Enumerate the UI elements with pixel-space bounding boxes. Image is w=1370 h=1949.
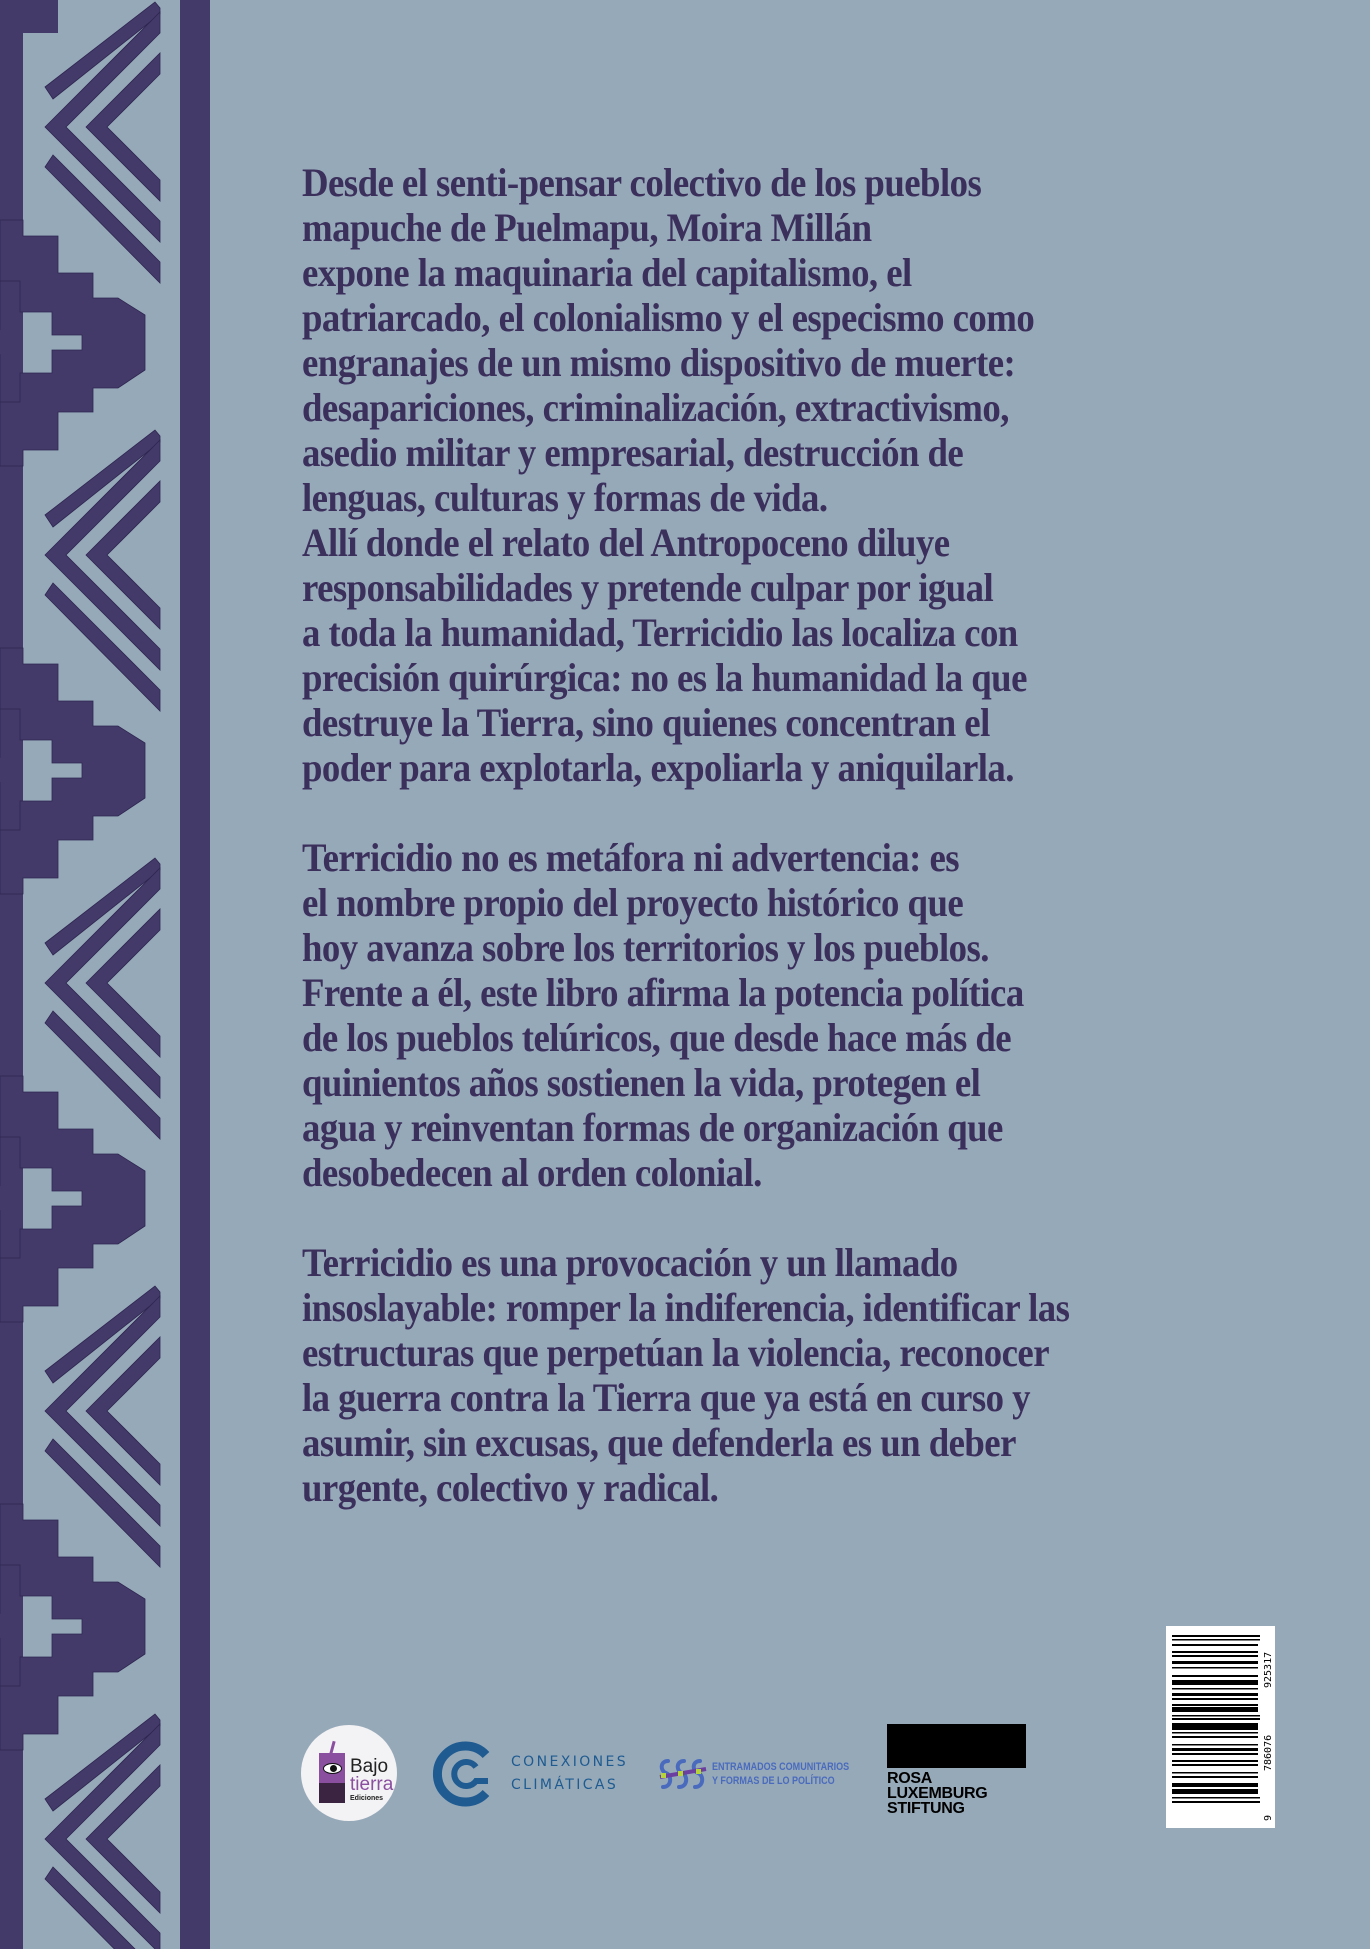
text-line: a toda la humanidad, Terricidio las localiza con (302, 610, 1018, 655)
text-line: urgente, colectivo y radical. (302, 1465, 719, 1510)
text-line: insoslayable: romper la indiferencia, identificar las (302, 1285, 1070, 1330)
ediciones-label: Ediciones (350, 1795, 384, 1802)
conexiones-label: CONEXIONES (511, 1754, 629, 1770)
text-line: expone la maquinaria del capitalismo, el (302, 250, 912, 295)
book-texture (319, 1783, 345, 1803)
text-line: de los pueblos telúricos, que desde hace más de (302, 1015, 1012, 1060)
barcode-bars (1172, 1635, 1260, 1811)
paragraph-1 (302, 160, 1302, 790)
text-line: engranajes de un mismo dispositivo de muerte: (302, 340, 1016, 385)
text-line: patriarcado, el colonialismo y el especismo como (302, 295, 1035, 340)
barcode-digit-first: 9 (1263, 1814, 1274, 1821)
text-line: Terricidio no es metáfora ni advertencia: es (302, 835, 960, 880)
double-c-icon (430, 1741, 494, 1807)
bajo-label: Bajo (350, 1756, 389, 1777)
conexiones-climaticas-logo (430, 1741, 630, 1807)
text-line: agua y reinventan formas de organización que (302, 1105, 1003, 1150)
barcode-digits-group2: 925317 (1263, 1651, 1274, 1688)
rosa-luxemburg-stiftung-logo (887, 1724, 1027, 1816)
text-line: asumir, sin excusas, que defenderla es un deber (302, 1420, 1016, 1465)
text-line: responsabilidades y pretende culpar por igual (302, 565, 994, 610)
woven-s-icon (658, 1757, 708, 1791)
formas-politico-label: Y FORMAS DE LO POLÍTICO (712, 1775, 835, 1787)
text-line: quinientos años sostienen la vida, protegen el (302, 1060, 981, 1105)
back-cover-blurb (302, 160, 1302, 1555)
text-line: Terricidio es una provocación y un llamado (302, 1240, 958, 1285)
text-line: Frente a él, este libro afirma la potencia política (302, 970, 1024, 1015)
entramados-label: ENTRAMADOS COMUNITARIOS (712, 1761, 850, 1773)
text-line: poder para explotarla, expoliarla y aniquilarla. (302, 745, 1014, 790)
isbn-barcode (1166, 1626, 1275, 1828)
entramados-comunitarios-logo (658, 1757, 858, 1791)
rosa-label: ROSA (887, 1770, 933, 1787)
paragraph-2 (302, 835, 1302, 1195)
text-line: hoy avanza sobre los territorios y los pueblos. (302, 925, 989, 970)
text-line: desobedecen al orden colonial. (302, 1150, 762, 1195)
bajo-tierra-logo (301, 1725, 397, 1821)
stiftung-label: STIFTUNG (887, 1800, 965, 1817)
climaticas-label: CLIMÁTICAS (511, 1777, 619, 1793)
paragraph-3 (302, 1240, 1302, 1510)
text-line: mapuche de Puelmapu, Moira Millán (302, 205, 872, 250)
text-line: precisión quirúrgica: no es la humanidad la que (302, 655, 1027, 700)
eye-icon (323, 1763, 342, 1774)
text-line: destruye la Tierra, sino quienes concentran el (302, 700, 990, 745)
text-line: desapariciones, criminalización, extractivismo, (302, 385, 1009, 430)
text-line: lenguas, culturas y formas de vida. (302, 475, 828, 520)
barcode-digits-group1: 786076 (1263, 1734, 1274, 1771)
text-line: la guerra contra la Tierra que ya está en curso y (302, 1375, 1030, 1420)
text-line: Desde el senti-pensar colectivo de los pueblos (302, 160, 982, 205)
text-line: estructuras que perpetúan la violencia, reconocer (302, 1330, 1049, 1375)
luxemburg-label: LUXEMBURG (887, 1785, 988, 1802)
black-bar (887, 1724, 1026, 1768)
vertical-stripe (180, 0, 210, 1949)
text-line: asedio militar y empresarial, destrucción de (302, 430, 964, 475)
tierra-label: tierra (350, 1774, 394, 1795)
text-line: Allí donde el relato del Antropoceno diluye (302, 520, 950, 565)
text-line: el nombre propio del proyecto histórico que (302, 880, 964, 925)
